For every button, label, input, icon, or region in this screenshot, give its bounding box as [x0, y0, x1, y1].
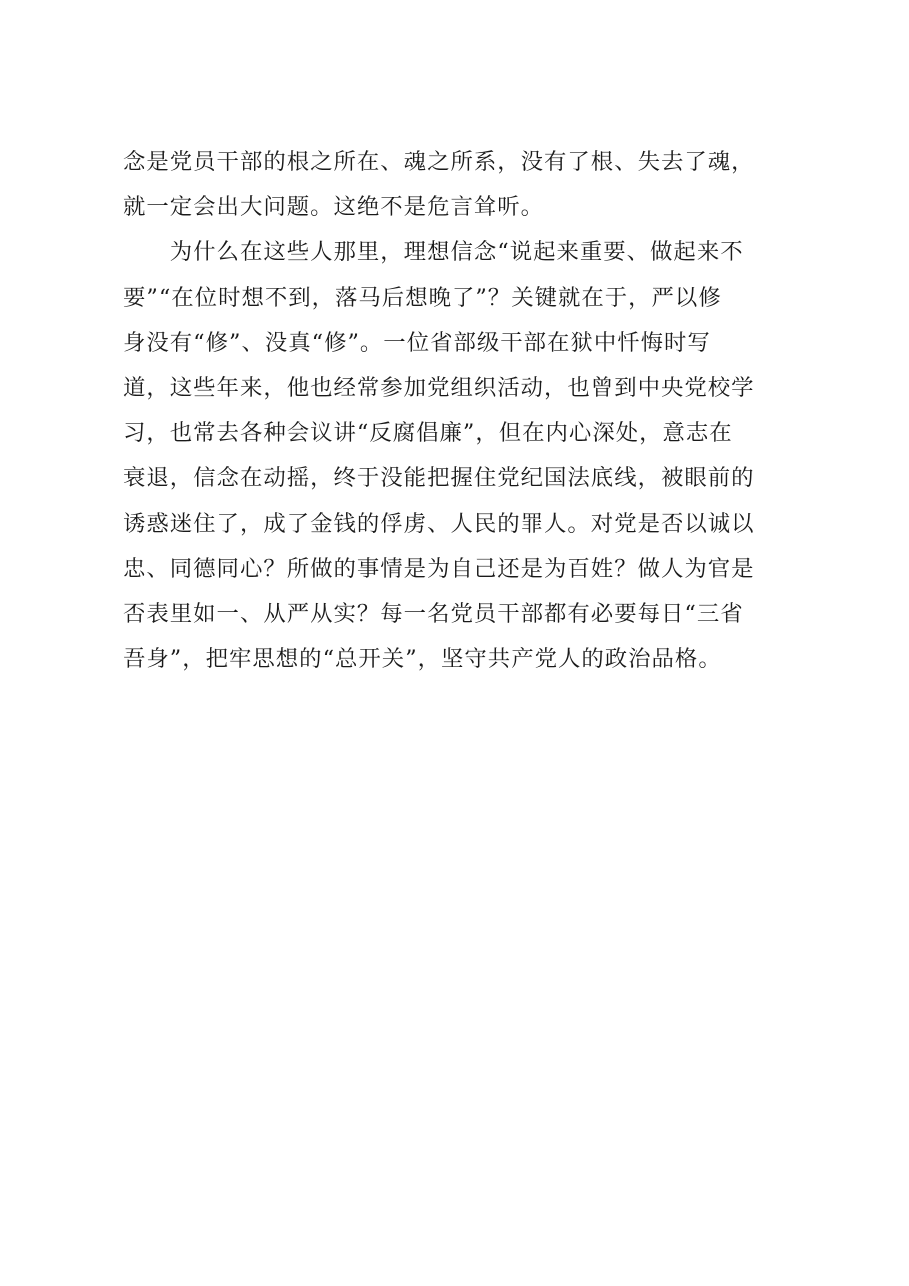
text-line: 忠、同德同心？所做的事情是为自己还是为百姓？做人为官是 [123, 555, 755, 582]
text-line: 吾身”，把牢思想的“总开关”，坚守共产党人的政治品格。 [123, 646, 722, 673]
text-line: 习，也常去各种会议讲“反腐倡廉”，但在内心深处，意志在 [123, 420, 733, 447]
document-body [123, 140, 803, 682]
text-line: 道，这些年来，他也经常参加党组织活动，也曾到中央党校学 [123, 374, 755, 401]
text-line: 否表里如一、从严从实？每一名党员干部都有必要每日“三省 [123, 600, 744, 627]
text-line: 诱惑迷住了，成了金钱的俘虏、人民的罪人。对党是否以诚以 [123, 510, 755, 537]
text-line: 要”“在位时想不到，落马后想晚了”？关键就在于，严以修 [123, 284, 722, 311]
text-line: 为什么在这些人那里，理想信念“说起来重要、做起来不 [123, 239, 744, 266]
text-line: 衰退，信念在动摇，终于没能把握住党纪国法底线，被眼前的 [123, 465, 755, 492]
text-line: 念是党员干部的根之所在、魂之所系，没有了根、失去了魂， [123, 149, 755, 175]
text-line: 身没有“修”、没真“修”。一位省部级干部在狱中忏悔时写 [123, 329, 711, 356]
text-line: 就一定会出大问题。这绝不是危言耸听。 [123, 194, 545, 221]
